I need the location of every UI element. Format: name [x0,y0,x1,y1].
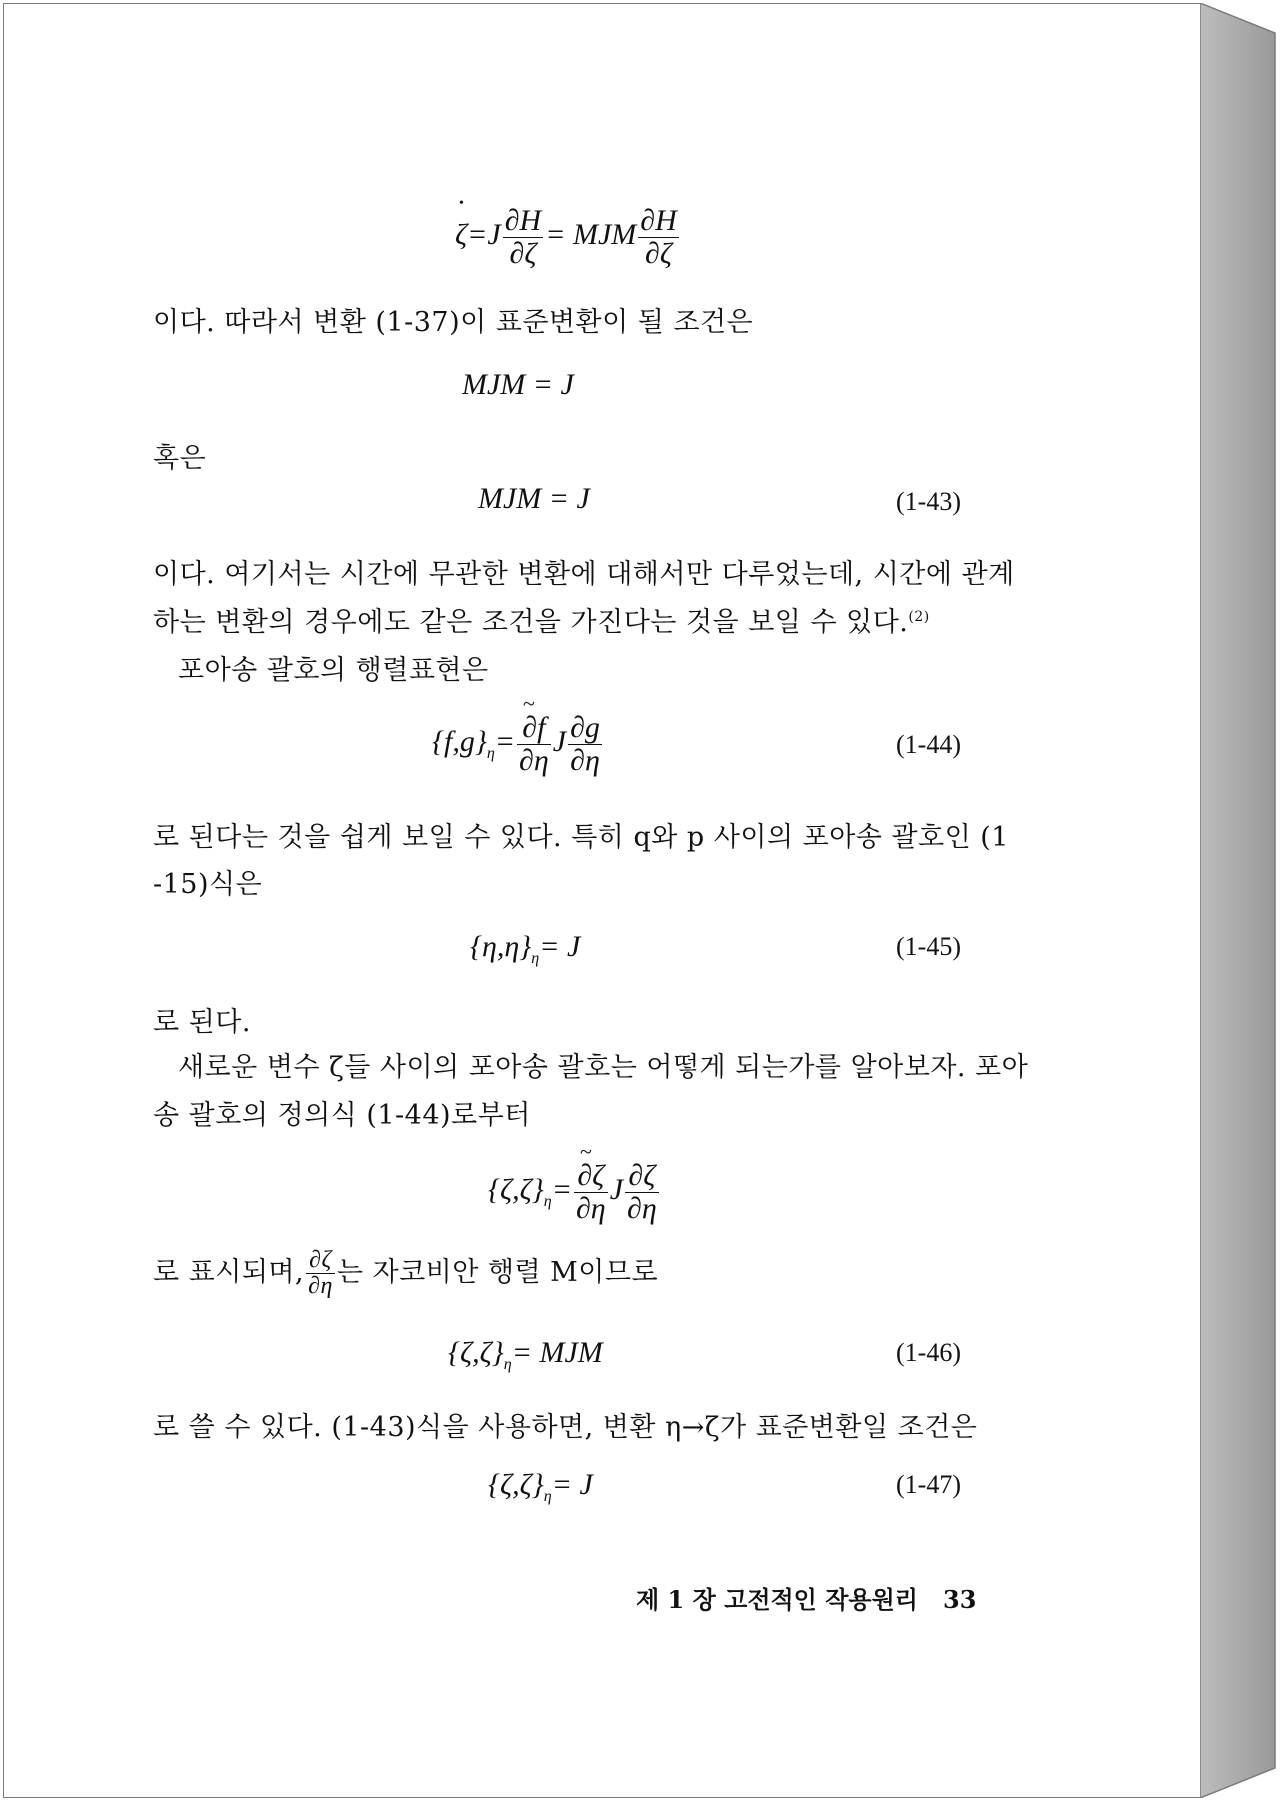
equation-number-1-47: (1-47) [896,1470,961,1499]
equation-zeta-poisson: $\{\zeta,\zeta\}_\eta=$ ~ $\frac{\partial\zeta}{\partial\eta}$ J $\frac{\partial\zeta}{\partial\eta}$ [488,1160,661,1224]
footnote-ref: (2) [908,609,930,625]
text-line-8: 로 된다. [153,1007,251,1038]
text-line-10: 송 괄호의 정의식 (1-44)로부터 [153,1100,531,1131]
equation-number-1-43: (1-43) [896,487,961,516]
text-line-7: -15)식은 [153,869,263,900]
text-line-2: 혹은 [153,443,207,474]
equation-1-46: $\{\zeta,\zeta\}_\eta=$ MJM [448,1336,603,1373]
equation-zeta-dot: • ζ=J $\frac{\partial H}{\partial\zeta}$ = MJM $\frac{\partial H}{\partial\zeta}$ [455,205,681,269]
text-line-3: 이다. 여기서는 시간에 무관한 변환에 대해서만 다루었는데, 시간에 관계 [153,559,1015,590]
equation-1-43: MJM = J [478,482,590,515]
page-stack-edge [1200,3,1278,1798]
page-number: 33 [943,1585,977,1614]
chapter-title: 제 1 장 고전적인 작용원리 [636,1585,918,1614]
equation-canonical-condition: MJM = J [462,368,574,401]
text-line-12: 로 쓸 수 있다. (1-43)식을 사용하면, 변환 η→ζ가 표준변환일 조건은 [153,1412,978,1443]
text-line-9: 새로운 변수 ζ들 사이의 포아송 괄호는 어떻게 되는가를 알아보자. 포아 [178,1052,1029,1083]
equation-number-1-46: (1-46) [896,1338,961,1367]
text-line-4: 하는 변환의 경우에도 같은 조건을 가진다는 것을 보일 수 있다.$^{(2)}$ [153,607,930,638]
equation-1-47: $\{\zeta,\zeta\}_\eta= J$ [488,1468,593,1505]
page-footer [636,1580,976,1615]
equation-number-1-45: (1-45) [896,932,961,961]
equation-1-45: $\{\eta,\eta\}_\eta= J$ [470,930,581,967]
text-line-1: 이다. 따라서 변환 (1-37)이 표준변환이 될 조건은 [153,307,754,338]
equation-1-44: $\{f,g\}_\eta=$ ~ $\frac{\partial f}{\partial\eta}$ J $\frac{\partial g}{\partial\eta}$ [432,712,604,776]
text-line-11: 로 표시되며, $\frac{\partial\zeta}{\partial\eta}$ 는 자코비안 행렬 M이므로 [153,1247,659,1300]
text-line-5: 포아송 괄호의 행렬표현은 [178,655,489,686]
text-line-6: 로 된다는 것을 쉽게 보일 수 있다. 특히 q와 p 사이의 포아송 괄호인 (1 [153,822,1009,853]
equation-number-1-44: (1-44) [896,730,961,759]
